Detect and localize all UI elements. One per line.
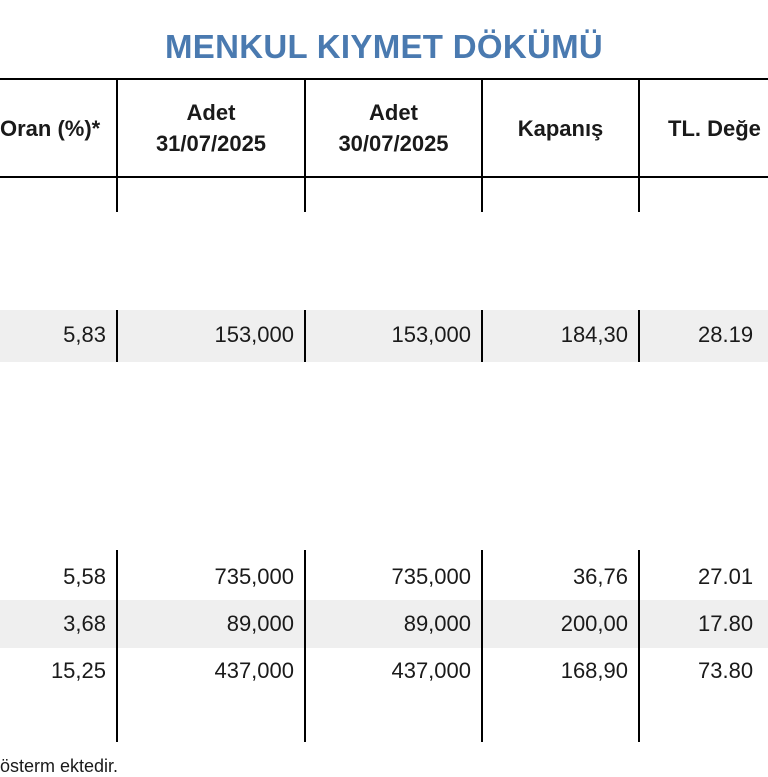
header-adet-label: Adet: [186, 100, 236, 125]
cell-adet-31: 153,000: [214, 322, 294, 347]
header-tl-label: TL. Değe: [668, 115, 761, 141]
column-divider: [638, 310, 640, 362]
header-oran-label: Oran (%)*: [0, 115, 101, 141]
cell-tl: 17.80: [698, 611, 754, 636]
cell-tl: 28.19: [698, 322, 754, 347]
header-oran: [0, 80, 116, 176]
cell-adet-31: 89,000: [226, 611, 294, 636]
footnote: österm ektedir.: [0, 756, 119, 776]
cell-adet-31: 735,000: [214, 564, 294, 589]
header-kapanis: [483, 80, 638, 176]
cell-adet-30: 153,000: [391, 322, 471, 347]
cell-tl: 73.80: [698, 658, 754, 683]
cell-adet-30: 437,000: [391, 658, 471, 683]
cell-kapanis: 168,90: [560, 658, 628, 683]
cell-oran: 5,83: [63, 322, 106, 347]
header-tl-degeri: [668, 80, 768, 176]
cell-kapanis: 36,76: [572, 564, 628, 589]
header-kapanis-label: Kapanış: [517, 115, 604, 141]
cell-oran: 15,25: [50, 658, 106, 683]
cell-tl: 27.01: [698, 564, 754, 589]
header-adet-label: Adet: [369, 100, 418, 125]
cell-kapanis: 184,30: [560, 322, 628, 347]
header-adet-30-07: [306, 80, 481, 176]
header-date-label: 31/07/2025: [155, 131, 267, 156]
cell-kapanis: 200,00: [560, 611, 628, 636]
cell-adet-30: 735,000: [391, 564, 471, 589]
page-title: MENKUL KIYMET DÖKÜMÜ: [164, 28, 604, 65]
header-date-label: 30/07/2025: [338, 131, 449, 156]
cell-oran: 3,68: [63, 611, 106, 636]
column-divider: [638, 78, 640, 212]
cell-oran: 5,58: [63, 564, 106, 589]
cell-adet-31: 437,000: [214, 658, 294, 683]
column-divider: [638, 550, 640, 742]
cell-adet-30: 89,000: [403, 611, 471, 636]
header-adet-31-07: [118, 80, 304, 176]
